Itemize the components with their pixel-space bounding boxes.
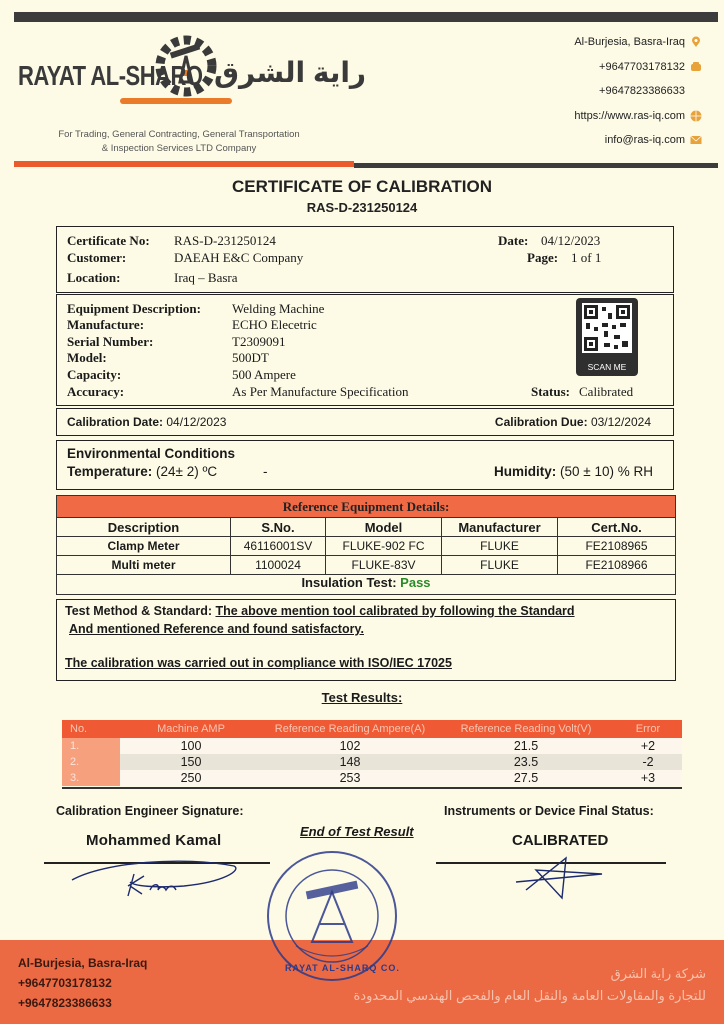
equipment-desc-value: Welding Machine — [232, 301, 325, 316]
reference-header-row — [57, 518, 676, 537]
customer-label: Customer: — [67, 250, 127, 265]
qr-code-icon — [582, 303, 632, 353]
logo-underline — [120, 98, 232, 104]
humidity-value: (50 ± 10) % RH — [560, 464, 653, 479]
final-status-label: Instruments or Device Final Status: — [444, 804, 654, 818]
table-row — [62, 770, 682, 786]
serial-value: T2309091 — [232, 334, 286, 349]
table-cell: 21.5 — [438, 738, 614, 754]
engineer-name: Mohammed Kamal — [86, 832, 222, 849]
table-cell: +2 — [614, 738, 682, 754]
table-cell: 150 — [120, 754, 262, 770]
table-cell: FLUKE — [442, 537, 558, 556]
table-cell: 1. — [62, 738, 120, 754]
table-cell: 102 — [262, 738, 438, 754]
engineer-signature-label: Calibration Engineer Signature: — [56, 804, 244, 818]
res-col-ref-volt: Reference Reading Volt(V) — [438, 720, 614, 738]
environment-box — [56, 440, 674, 490]
phone-1-text: +9647703178132 — [599, 60, 685, 73]
equipment-desc-label: Equipment Description: — [67, 301, 201, 316]
final-status-value: CALIBRATED — [512, 832, 609, 849]
header-gray-rule — [354, 163, 718, 168]
table-row — [62, 754, 682, 770]
test-results-table — [62, 720, 682, 786]
page-label: Page: — [527, 250, 559, 265]
website-link[interactable]: https://www.ras-iq.com — [574, 109, 685, 122]
stamp-text: RAYAT AL-SHARQ CO. — [285, 963, 400, 973]
engineer-signature-scribble — [64, 852, 244, 902]
test-results-title: Test Results: — [321, 690, 403, 705]
final-status-signature-scribble — [506, 852, 616, 902]
qr-scan-caption: SCAN ME — [587, 362, 627, 372]
phone-2-text: +9647823386633 — [599, 85, 685, 98]
table-cell: 2. — [62, 754, 120, 770]
table-cell: 250 — [120, 770, 262, 786]
footer-phone-1: +9647703178132 — [18, 976, 112, 990]
accuracy-label: Accuracy: — [67, 384, 125, 399]
table-cell: 46116001SV — [231, 537, 326, 556]
manufacture-value: ECHO Elecetric — [232, 317, 317, 332]
temperature-value: (24± 2) ºC — [156, 464, 218, 479]
cert-no-value: RAS-D-231250124 — [174, 233, 276, 248]
ref-col-certno: Cert.No. — [558, 518, 676, 537]
res-col-machine-amp: Machine AMP — [120, 720, 262, 738]
table-cell: FE2108965 — [558, 537, 676, 556]
status-label: Status: — [531, 384, 571, 399]
status-value: Calibrated — [579, 384, 634, 399]
ref-col-model: Model — [326, 518, 442, 537]
table-cell: 27.5 — [438, 770, 614, 786]
table-cell: FLUKE — [442, 556, 558, 575]
reference-equipment-table — [56, 495, 676, 575]
environment-title: Environmental Conditions — [67, 446, 236, 461]
mail-icon — [690, 134, 702, 146]
certificate-title: CERTIFICATE OF CALIBRATION — [231, 177, 492, 196]
res-col-ref-ampere: Reference Reading Ampere(A) — [262, 720, 438, 738]
ref-col-description: Description — [57, 518, 231, 537]
header-orange-rule — [14, 161, 354, 167]
location-value: Iraq – Basra — [174, 270, 238, 285]
test-method-line-3: The calibration was carried out in compliance with ISO/IEC 17025 — [65, 656, 452, 670]
table-cell: -2 — [614, 754, 682, 770]
ref-col-manufacturer: Manufacturer — [442, 518, 558, 537]
footer-contact — [18, 953, 147, 1013]
model-value: 500DT — [232, 350, 269, 365]
accuracy-value: As Per Manufacture Specification — [232, 384, 409, 399]
header-top-bar — [14, 12, 718, 22]
table-cell: 148 — [262, 754, 438, 770]
page-value: 1 of 1 — [571, 250, 602, 265]
table-row — [57, 537, 676, 556]
customer-value: DAEAH E&C Company — [174, 250, 304, 265]
brand-name-en: RAYAT AL-SHARQ — [18, 60, 203, 92]
res-col-error: Error — [614, 720, 682, 738]
humidity-label: Humidity: — [494, 464, 557, 479]
end-of-results: End of Test Result — [300, 824, 414, 839]
table-cell: 100 — [120, 738, 262, 754]
table-cell: FE2108966 — [558, 556, 676, 575]
table-row — [62, 738, 682, 754]
brand-name-ar: راية الشرق — [214, 57, 367, 88]
test-method-line-1: The above mention tool calibrated by following the Standard — [215, 604, 575, 618]
table-cell: FLUKE-902 FC — [326, 537, 442, 556]
table-cell: 1100024 — [231, 556, 326, 575]
model-label: Model: — [67, 350, 107, 365]
res-col-no: No. — [62, 720, 120, 738]
footer-phone-2: +9647823386633 — [18, 996, 112, 1010]
globe-icon — [690, 110, 702, 122]
insulation-test-result: Pass — [400, 575, 431, 590]
environment-dash: - — [263, 464, 268, 479]
capacity-value: 500 Ampere — [232, 367, 296, 382]
table-cell: Multi meter — [57, 556, 231, 575]
calibration-date-value: 04/12/2023 — [166, 415, 227, 429]
table-cell: 23.5 — [438, 754, 614, 770]
footer-address: Al-Burjesia, Basra-Iraq — [18, 956, 148, 970]
footer-tagline-ar: للتجارة والمقاولات العامة والنقل العام والفحص الهندسي المحدودة — [353, 988, 706, 1003]
manufacture-label: Manufacture: — [67, 317, 145, 332]
certificate-number-heading: RAS-D-231250124 — [306, 200, 418, 215]
table-cell: FLUKE-83V — [326, 556, 442, 575]
calibration-due-value: 03/12/2024 — [590, 415, 651, 429]
test-method-box — [56, 599, 676, 681]
insulation-test-row — [56, 575, 676, 595]
date-value: 04/12/2023 — [541, 233, 601, 248]
table-cell: 253 — [262, 770, 438, 786]
reference-table-title: Reference Equipment Details: — [57, 496, 676, 518]
calibration-dates-box — [56, 408, 674, 436]
calibration-date-label: Calibration Date: — [67, 415, 164, 429]
results-bottom-rule — [62, 787, 682, 789]
capacity-label: Capacity: — [67, 367, 122, 382]
certificate-info-box — [56, 226, 674, 293]
table-cell: Clamp Meter — [57, 537, 231, 556]
test-method-label: Test Method & Standard: — [65, 604, 212, 618]
company-tagline: For Trading, General Contracting, General Transportation & Inspection Services LTD Company — [58, 129, 300, 154]
location-pin-icon — [690, 36, 702, 48]
email-link[interactable]: info@ras-iq.com — [604, 134, 685, 147]
results-header-row — [62, 720, 682, 738]
temperature-label: Temperature: — [67, 464, 153, 479]
ref-col-sno: S.No. — [231, 518, 326, 537]
table-cell: 3. — [62, 770, 120, 786]
table-cell: +3 — [614, 770, 682, 786]
calibration-due-label: Calibration Due: — [494, 415, 588, 429]
test-method-line-2: And mentioned Reference and found satisfactory. — [69, 622, 364, 636]
serial-label: Serial Number: — [67, 334, 154, 349]
address-text: Al-Burjesia, Basra-Iraq — [574, 36, 685, 49]
location-label: Location: — [67, 270, 121, 285]
insulation-test-label: Insulation Test: — [301, 575, 397, 590]
phone-icon — [690, 61, 702, 73]
footer-company-ar: شركة راية الشرق — [610, 966, 706, 981]
table-row — [57, 556, 676, 575]
contact-block — [574, 30, 702, 153]
date-label: Date: — [498, 233, 529, 248]
cert-no-label: Certificate No: — [67, 233, 150, 248]
